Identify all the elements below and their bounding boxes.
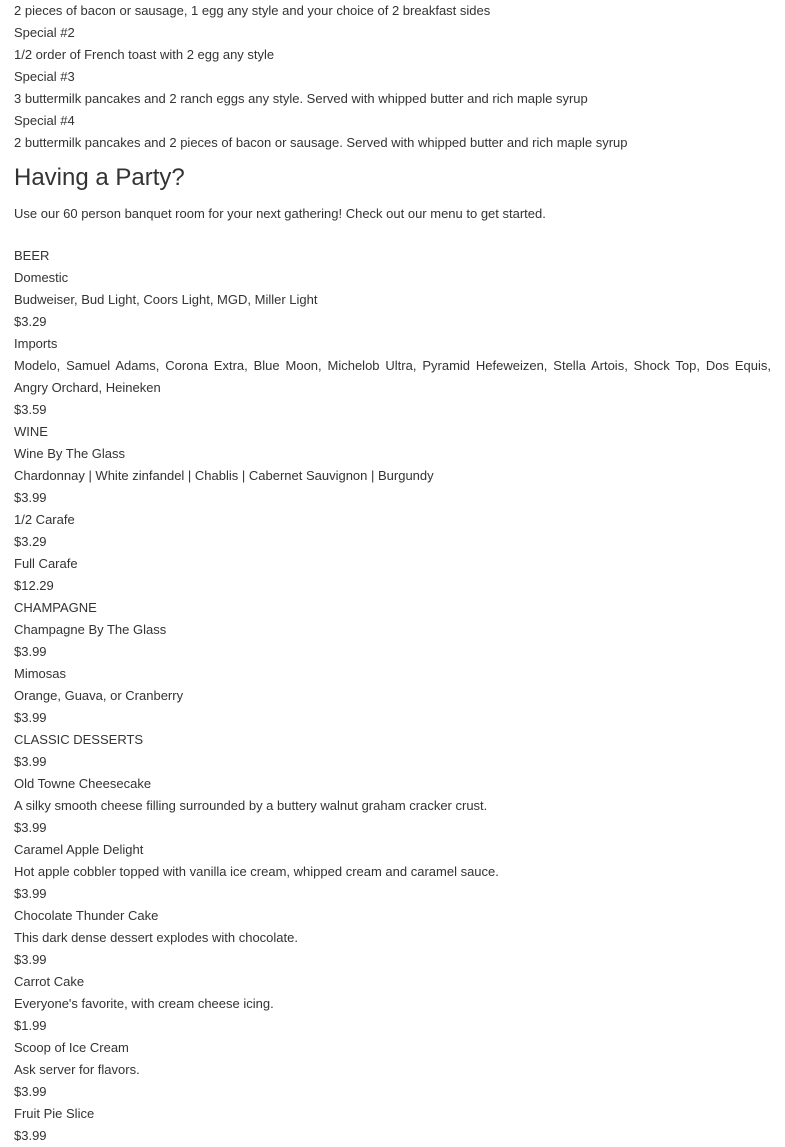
champagne-glass-price: $3.99 [14,644,47,659]
dessert-price: $3.99 [14,886,47,901]
special3-title: Special #3 [14,69,75,84]
special4-title: Special #4 [14,113,75,128]
dessert-name: Carrot Cake [14,974,85,989]
dessert-name: Scoop of Ice Cream [14,1040,129,1055]
wine-full-carafe-price: $12.29 [14,578,54,593]
mimosas-label: Mimosas [14,666,67,681]
wine-glass-price: $3.99 [14,490,47,505]
champagne-glass-label: Champagne By The Glass [14,622,167,637]
beer-category: BEER [14,248,50,263]
special2-description: 1/2 order of French toast with 2 egg any style [14,47,275,62]
dessert-name: Fruit Pie Slice [14,1106,95,1121]
special4-description: 2 buttermilk pancakes and 2 pieces of bacon or sausage. Served with whipped butter and rich maple syrup [14,135,628,150]
dessert-description: Hot apple cobbler topped with vanilla ice cream, whipped cream and caramel sauce. [14,864,499,879]
menu-page [14,0,771,1147]
mimosas-price: $3.99 [14,710,47,725]
dessert-name: Caramel Apple Delight [14,842,144,857]
beer-imports-list: Modelo, Samuel Adams, Corona Extra, Blue Moon, Michelob Ultra, Pyramid Hefeweizen, Stella Artois, Shock Top, Dos Equis, Angry Orchard, Heineken [14,358,771,395]
dessert-price: $3.99 [14,1128,47,1143]
wine-half-carafe-label: 1/2 Carafe [14,512,75,527]
mimosas-description: Orange, Guava, or Cranberry [14,688,184,703]
beer-imports-price: $3.59 [14,402,47,417]
dessert-name: Chocolate Thunder Cake [14,908,159,923]
wine-full-carafe-label: Full Carafe [14,556,78,571]
wine-glass-label: Wine By The Glass [14,446,126,461]
party-intro-text: Use our 60 person banquet room for your next gathering! Check out our menu to get started. [14,206,546,221]
special3-description: 3 buttermilk pancakes and 2 ranch eggs any style. Served with whipped butter and rich maple syrup [14,91,588,106]
dessert-price: $3.99 [14,820,47,835]
special2-title: Special #2 [14,25,75,40]
dessert-price: $1.99 [14,1018,47,1033]
dessert-description: Everyone's favorite, with cream cheese icing. [14,996,274,1011]
dessert-description: This dark dense dessert explodes with chocolate. [14,930,298,945]
champagne-category: CHAMPAGNE [14,600,97,615]
dessert-price: $3.99 [14,1084,47,1099]
party-heading: Having a Party? [14,164,185,191]
dessert-description: A silky smooth cheese filling surrounded by a buttery walnut graham cracker crust. [14,798,488,813]
beer-imports-label: Imports [14,336,58,351]
beer-domestic-price: $3.29 [14,314,47,329]
wine-half-carafe-price: $3.29 [14,534,47,549]
desserts-category-price: $3.99 [14,754,47,769]
wine-glass-list: Chardonnay | White zinfandel | Chablis | Cabernet Sauvignon | Burgundy [14,468,434,483]
beer-domestic-list: Budweiser, Bud Light, Coors Light, MGD, Miller Light [14,292,318,307]
dessert-description: Ask server for flavors. [14,1062,140,1077]
dessert-name: Old Towne Cheesecake [14,776,152,791]
special1-description: 2 pieces of bacon or sausage, 1 egg any style and your choice of 2 breakfast sides [14,3,491,18]
desserts-category: CLASSIC DESSERTS [14,732,144,747]
dessert-price: $3.99 [14,952,47,967]
beer-domestic-label: Domestic [14,270,69,285]
wine-category: WINE [14,424,48,439]
